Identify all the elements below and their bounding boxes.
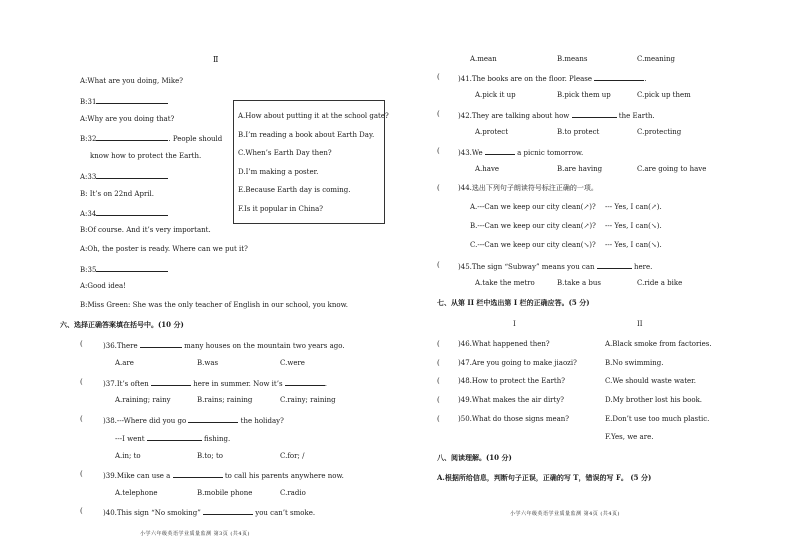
dialogue-line: A:Oh, the poster is ready. Where can we put it?: [80, 245, 248, 253]
answer-paren: (: [80, 415, 83, 423]
match-answer: E.Don’t use too much plastic.: [605, 415, 710, 423]
option: C.rainy; raining: [280, 396, 336, 404]
question-38: )38.---Where did you go the holiday?: [103, 417, 284, 425]
answer-paren: (: [80, 340, 83, 348]
question-41: )41.The books are on the floor. Please .: [458, 75, 647, 83]
option: A.telephone: [115, 489, 158, 497]
dialogue-line: B:Miss Green: She was the only teacher of English in our school, you know.: [80, 301, 348, 309]
option-item: C.When’s Earth Day then?: [238, 149, 332, 157]
answer-paren: (: [437, 110, 440, 118]
option: B.to protect: [557, 128, 600, 136]
option: B.mobile phone: [197, 489, 253, 497]
option: A.protect: [475, 128, 509, 136]
answer-paren: (: [80, 507, 83, 515]
match-question: )46.What happened then?: [458, 340, 550, 348]
column-head: I: [513, 320, 516, 328]
option-item: F.Is it popular in China?: [238, 205, 324, 213]
answer-paren: (: [437, 340, 440, 348]
match-answer: F.Yes, we are.: [605, 433, 654, 441]
match-answer: A.Black smoke from factories.: [605, 340, 712, 348]
match-answer: D.My brother lost his book.: [605, 396, 703, 404]
dialogue-line: A:33: [80, 171, 168, 182]
option: B.---Can we keep our city clean(↗)?: [470, 222, 596, 230]
option: B.rains; raining: [197, 396, 253, 404]
option: A.pick it up: [475, 91, 516, 99]
answer-paren: (: [437, 396, 440, 404]
answer-paren: (: [437, 377, 440, 385]
question-37: )37.It’s often here in summer. Now it’s .: [103, 380, 328, 388]
option: A.in; to: [115, 452, 141, 460]
option: C.ride a bike: [637, 279, 683, 287]
option: B.to; to: [197, 452, 224, 460]
option: C.radio: [280, 489, 306, 497]
question-44: )44.选出下列句子朗读符号标注正确的一项。: [458, 184, 598, 192]
option: A.---Can we keep our city clean(↗)?: [470, 203, 596, 211]
option: C.were: [280, 359, 305, 367]
question-45: )45.The sign “Subway” means you can here.: [458, 263, 653, 271]
option: B.pick them up: [557, 91, 611, 99]
answer-paren: (: [437, 261, 440, 269]
section-title: 六、选择正确答案填在括号中。(10 分): [60, 320, 184, 329]
option-reply: --- Yes, I can(↗).: [605, 203, 662, 211]
match-question: )47.Are you going to make jiaozi?: [458, 359, 577, 367]
dialogue-line: B:35: [80, 264, 168, 275]
question-36: )36.There many houses on the mountain two years ago.: [103, 342, 345, 350]
option: A.have: [475, 165, 500, 173]
dialogue-line: B: It’s on 22nd April.: [80, 190, 155, 198]
answer-paren: (: [437, 184, 440, 192]
option: B.are having: [557, 165, 603, 173]
dialogue-line: A:34: [80, 208, 168, 219]
match-question: )50.What do those signs mean?: [458, 415, 570, 423]
match-answer: B.No swimming.: [605, 359, 664, 367]
option: C.for; /: [280, 452, 305, 460]
question-40: )40.This sign “No smoking” you can’t smoke.: [103, 509, 316, 517]
option-reply: --- Yes, I can(↘).: [605, 241, 662, 249]
option-item: B.I’m reading a book about Earth Day.: [238, 131, 375, 139]
page-footer: 小学六年级英语学业质量监测 第4页 (共4页): [510, 511, 620, 517]
column-head: II: [637, 320, 643, 328]
section-subtitle: A.根据所给信息，判断句子正误，正确的写 T，错误的写 F。 (5 分): [437, 473, 652, 482]
option: C.meaning: [637, 55, 676, 63]
option: A.take the metro: [475, 279, 535, 287]
answer-paren: (: [437, 147, 440, 155]
question-43: )43.We a picnic tomorrow.: [458, 149, 584, 157]
question-39: )39.Mike can use a to call his parents anywhere now.: [103, 472, 344, 480]
option: C.are going to have: [637, 165, 707, 173]
answer-paren: (: [80, 378, 83, 386]
option: C.protecting: [637, 128, 682, 136]
match-answer: C.We should waste water.: [605, 377, 696, 385]
section-title: 七、从第 II 栏中选出第 I 栏的正确应答。(5 分): [437, 298, 590, 307]
answer-paren: (: [437, 415, 440, 423]
dialogue-line: A:Good idea!: [80, 282, 126, 290]
question-42: )42.They are talking about how the Earth.: [458, 112, 655, 120]
section-mark: Ⅱ: [213, 55, 219, 64]
dialogue-line: A:What are you doing, Mike?: [80, 77, 184, 85]
dialogue-line: A:Why are you doing that?: [80, 115, 175, 123]
match-question: )48.How to protect the Earth?: [458, 377, 566, 385]
option: A.mean: [470, 55, 497, 63]
option-reply: --- Yes, I can(↘).: [605, 222, 662, 230]
section-title: 八、阅读理解。(10 分): [437, 453, 512, 462]
page-footer: 小学六年级英语学业质量监测 第3页 (共4页): [140, 531, 250, 537]
dialogue-line: B:31: [80, 96, 168, 107]
dialogue-line: B:Of course. And it’s very important.: [80, 226, 211, 234]
option-item: D.I’m making a poster.: [238, 168, 319, 176]
option: C.pick up them: [637, 91, 691, 99]
dialogue-line: know how to protect the Earth.: [90, 152, 202, 160]
question-38-line2: ---I went fishing.: [115, 435, 231, 443]
option: B.take a bus: [557, 279, 601, 287]
option-item: A.How about putting it at the school gate?: [238, 112, 389, 120]
option: B.was: [197, 359, 219, 367]
option: A.are: [115, 359, 134, 367]
option: C.---Can we keep our city clean(↘)?: [470, 241, 596, 249]
option-item: E.Because Earth day is coming.: [238, 186, 351, 194]
dialogue-line: B:32 . People should: [80, 135, 223, 143]
answer-paren: (: [80, 470, 83, 478]
answer-paren: (: [437, 359, 440, 367]
option: A.raining; rainy: [115, 396, 171, 404]
match-question: )49.What makes the air dirty?: [458, 396, 565, 404]
answer-paren: (: [437, 73, 440, 81]
option: B.means: [557, 55, 588, 63]
